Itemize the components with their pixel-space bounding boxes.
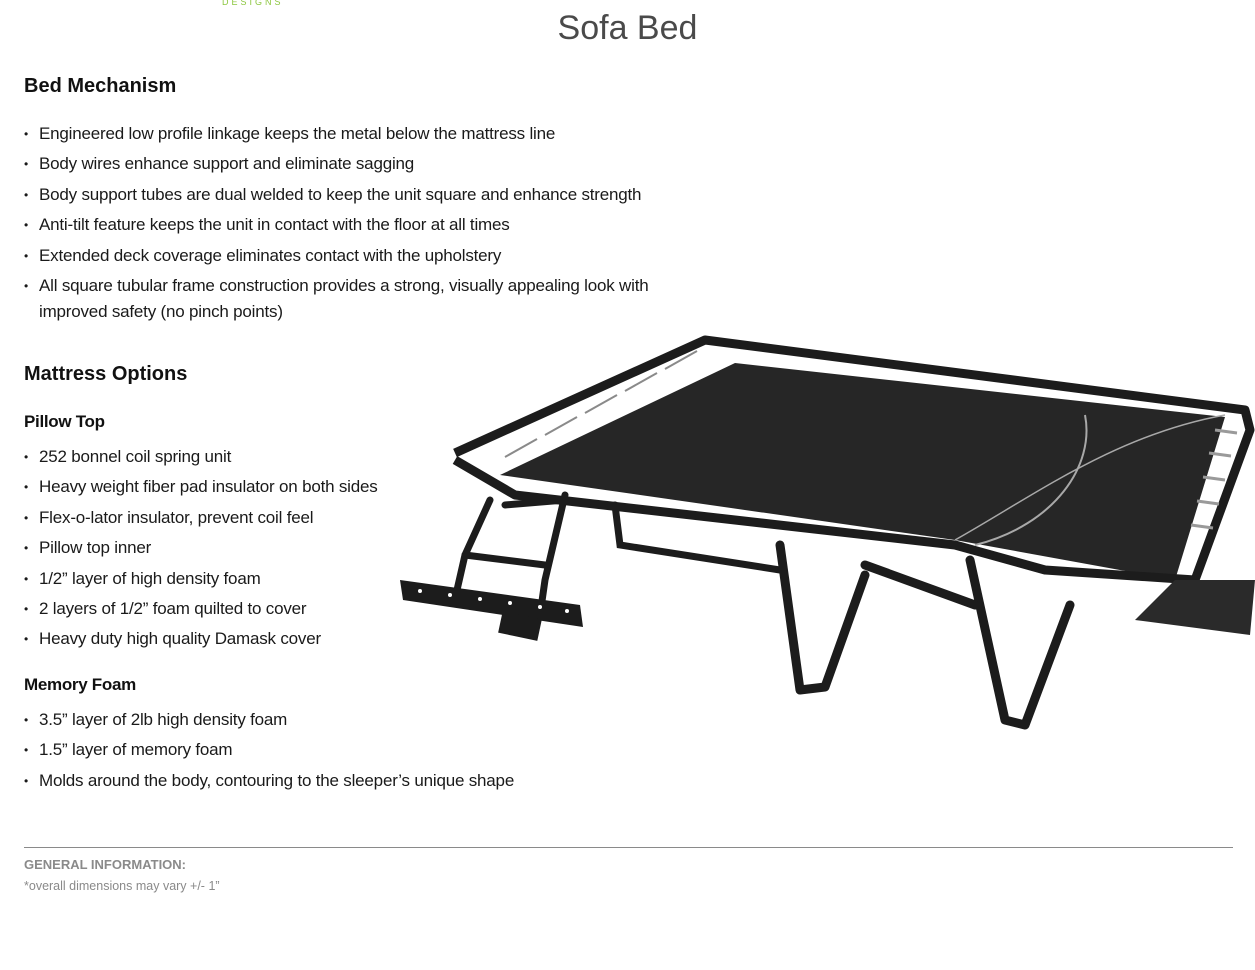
list-item: • 252 bonnel coil spring unit	[24, 444, 404, 470]
list-item: • Engineered low profile linkage keeps the metal below the mattress line	[24, 121, 684, 147]
dimensions-note: *overall dimensions may vary +/- 1”	[24, 879, 220, 893]
mattress-options-heading: Mattress Options	[24, 363, 188, 385]
list-item: • 3.5” layer of 2lb high density foam	[24, 707, 584, 733]
pillow-top-list	[24, 444, 404, 657]
list-item: • Molds around the body, contouring to the sleeper’s unique shape	[24, 768, 584, 794]
list-item: • Heavy duty high quality Damask cover	[24, 626, 404, 652]
list-item: • All square tubular frame construction provides a strong, visually appealing look with improved safety (no pinch points)	[24, 273, 684, 325]
list-item: • Flex-o-lator insulator, prevent coil feel	[24, 505, 404, 531]
pillow-top-heading: Pillow Top	[24, 412, 105, 431]
logo-tagline: DESIGNS	[222, 0, 284, 7]
list-item: • 1/2” layer of high density foam	[24, 566, 404, 592]
bed-mechanism-list	[24, 121, 684, 329]
bed-mechanism-heading: Bed Mechanism	[24, 75, 177, 97]
list-item: • Anti-tilt feature keeps the unit in contact with the floor at all times	[24, 212, 684, 238]
memory-foam-heading: Memory Foam	[24, 675, 136, 694]
list-item: • 1.5” layer of memory foam	[24, 737, 584, 763]
list-item: • Pillow top inner	[24, 535, 404, 561]
divider	[24, 847, 1233, 848]
general-information-heading: GENERAL INFORMATION:	[24, 857, 187, 872]
list-item: • Extended deck coverage eliminates contact with the upholstery	[24, 243, 684, 269]
sofa-bed-mechanism-image	[395, 335, 1255, 740]
list-item: • Body wires enhance support and eliminate sagging	[24, 151, 684, 177]
page-title: Sofa Bed	[557, 8, 698, 47]
list-item: • Heavy weight fiber pad insulator on both sides	[24, 474, 404, 500]
list-item: • Body support tubes are dual welded to keep the unit square and enhance strength	[24, 182, 684, 208]
list-item: • 2 layers of 1/2” foam quilted to cover	[24, 596, 404, 622]
